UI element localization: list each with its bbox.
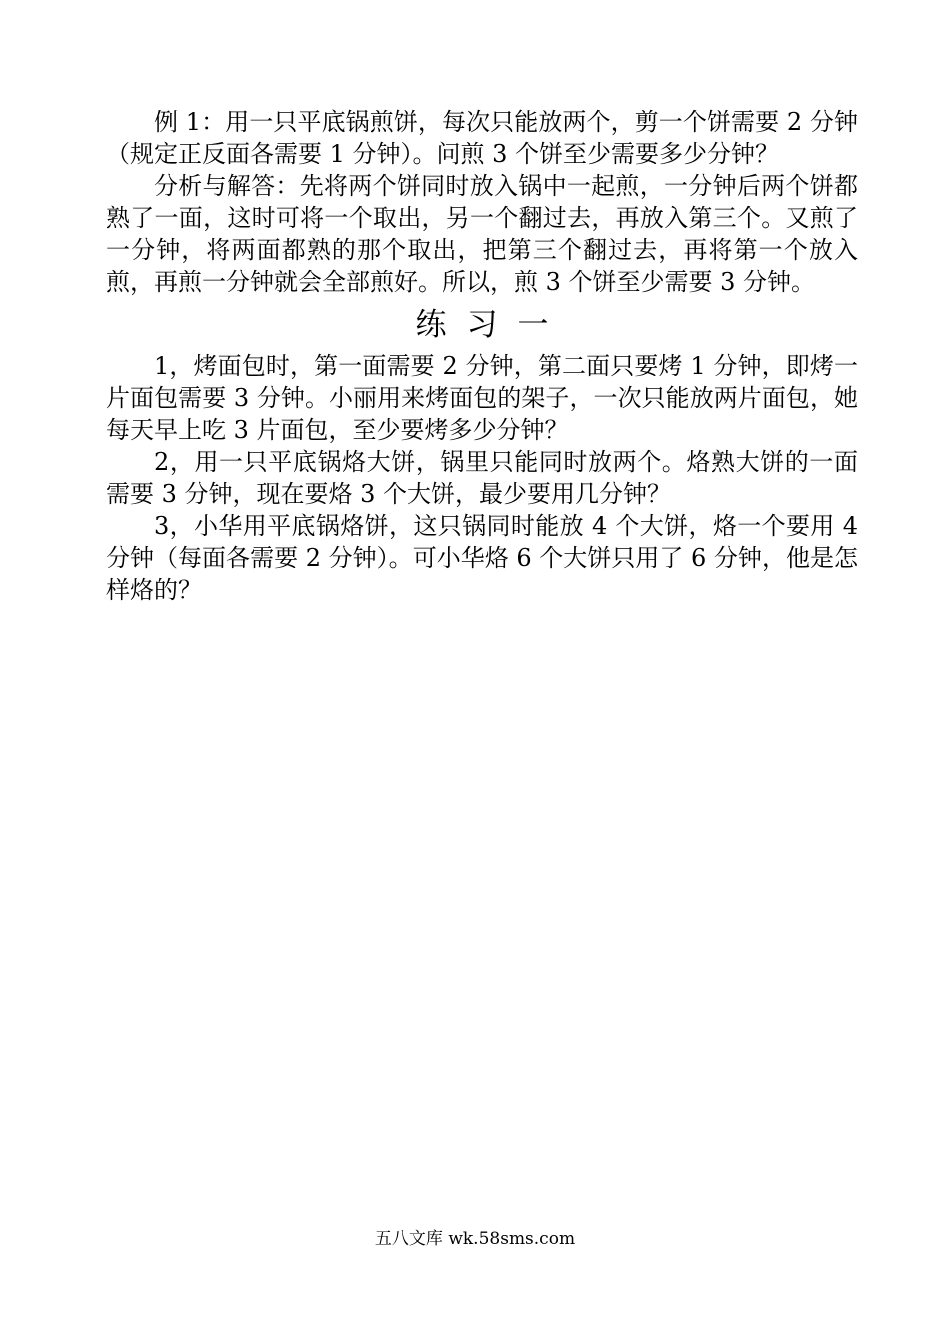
footer-watermark: 五八文库 wk.58sms.com <box>374 1229 576 1249</box>
exercise-item-2: 2，用一只平底锅烙大饼，锅里只能同时放两个。烙熟大饼的一面需要 3 分钟，现在要烙 3 个大饼，最少要用几分钟？ <box>106 448 858 508</box>
exercise-item-1: 1，烤面包时，第一面需要 2 分钟，第二面只要烤 1 分钟，即烤一片面包需要 3 分钟。小丽用来烤面包的架子，一次只能放两片面包，她每天早上吃 3 片面包，至少要烤多少分钟？ <box>106 352 858 444</box>
document-page <box>106 106 858 606</box>
example-analysis: 分析与解答：先将两个饼同时放入锅中一起煎，一分钟后两个饼都熟了一面，这时可将一个取出，另一个翻过去，再放入第三个。又煎了一分钟，将两面都熟的那个取出，把第三个翻过去，再将第一个放入煎，再煎一分钟就会全部煎好。所以，煎 3 个饼至少需要 3 分钟。 <box>106 172 858 296</box>
exercise-title: 练习一 <box>415 307 569 343</box>
exercise-item-3: 3，小华用平底锅烙饼，这只锅同时能放 4 个大饼，烙一个要用 4 分钟（每面各需要 2 分钟）。可小华烙 6 个大饼只用了 6 分钟，他是怎样烙的？ <box>106 512 858 604</box>
example-problem: 例 1：用一只平底锅煎饼，每次只能放两个，剪一个饼需要 2 分钟（规定正反面各需要 1 分钟）。问煎 3 个饼至少需要多少分钟？ <box>106 108 858 168</box>
